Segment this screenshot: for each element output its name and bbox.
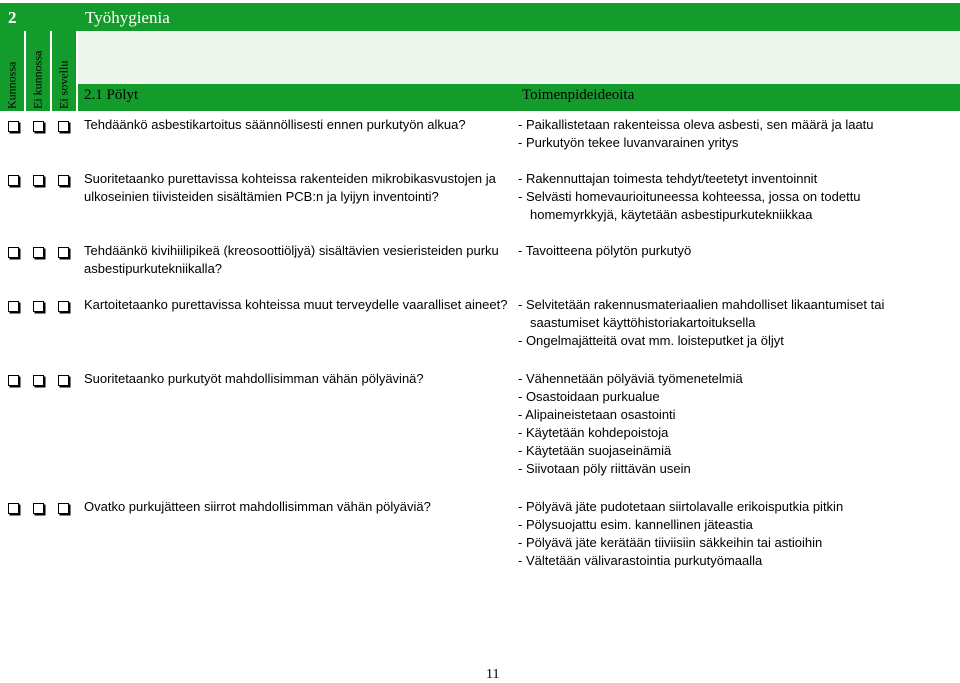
checkbox-ei-sovellu[interactable] [58,375,69,386]
action-item: - Käytetään suojaseinämiä [518,443,672,458]
subsection-title: 2.1 Pölyt [84,87,139,103]
action-list [518,498,958,570]
action-item: homemyrkkyjä, käytetään asbestipurkutekniikkaa [530,207,813,222]
action-item: - Pölyävä jäte pudotetaan siirtolavalle erikoisputkia pitkin [518,499,844,514]
column-header-kunnossa: Kunnossa [4,61,19,109]
checkbox-ei-kunnossa[interactable] [33,301,44,312]
checkbox-ei-kunnossa[interactable] [33,121,44,132]
action-list [518,170,958,224]
action-item: - Vältetään välivarastointia purkutyömaalla [518,553,763,568]
checkbox-kunnossa[interactable] [8,301,19,312]
action-item: - Selvästi homevaurioituneessa kohteessa, jossa on todettu [518,189,861,204]
column-header-ei-kunnossa: Ei kunnossa [30,50,45,109]
checkbox-ei-sovellu[interactable] [58,247,69,258]
checkbox-ei-kunnossa[interactable] [33,247,44,258]
subheader-strip [78,84,960,111]
page-number: 11 [486,667,500,682]
checkbox-ei-kunnossa[interactable] [33,175,44,186]
action-list [518,370,958,478]
action-item: - Pölyävä jäte kerätään tiiviisiin säkkeihin tai astioihin [518,535,823,550]
question-text: Kartoitetaanko purettavissa kohteissa muut terveydelle vaaralliset aineet? [84,297,508,312]
checkbox-ei-kunnossa[interactable] [33,375,44,386]
checkbox-kunnossa[interactable] [8,175,19,186]
question-text: Ovatko purkujätteen siirrot mahdollisimman vähän pölyäviä? [84,499,431,514]
action-item: saastumiset käyttöhistoriakartoituksella [530,315,756,330]
actions-column-title: Toimenpideideoita [522,87,635,103]
checkbox-ei-sovellu[interactable] [58,301,69,312]
action-item: - Ongelmajätteitä ovat mm. loisteputket ja öljyt [518,333,784,348]
column-header-ei-sovellu: Ei sovellu [56,60,71,109]
question-text: Suoritetaanko purettavissa kohteissa rakenteiden mikrobikasvustojen ja ulkoseinien tiivisteiden sisältämien PCB:n ja lyijyn inventointi? [84,171,496,204]
action-item: - Siivotaan pöly riittävän usein [518,461,691,476]
section-header-bar [0,3,960,31]
section-number: 2 [8,8,17,27]
action-item: - Selvitetään rakennusmateriaalien mahdolliset likaantumiset tai [518,297,885,312]
action-item: - Alipaineistetaan osastointi [518,407,676,422]
section-title: Työhygienia [85,8,170,27]
action-item: - Rakennuttajan toimesta tehdyt/teetetyt inventoinnit [518,171,818,186]
checkbox-ei-sovellu[interactable] [58,121,69,132]
action-item: - Purkutyön tekee luvanvarainen yritys [518,135,739,150]
checkbox-ei-sovellu[interactable] [58,503,69,514]
action-item: - Paikallistetaan rakenteissa oleva asbesti, sen määrä ja laatu [518,117,874,132]
checkbox-ei-kunnossa[interactable] [33,503,44,514]
action-item: - Pölysuojattu esim. kannellinen jäteastia [518,517,753,532]
action-list [518,296,958,350]
question-text: Tehdäänkö asbestikartoitus säännöllisesti ennen purkutyön alkua? [84,117,466,132]
action-list [518,242,958,260]
action-item: - Vähennetään pölyäviä työmenetelmiä [518,371,743,386]
action-item: - Osastoidaan purkualue [518,389,660,404]
question-text: Suoritetaanko purkutyöt mahdollisimman vähän pölyävinä? [84,371,424,386]
checkbox-kunnossa[interactable] [8,503,19,514]
checkbox-kunnossa[interactable] [8,247,19,258]
action-item: - Tavoitteena pölytön purkutyö [518,243,692,258]
checkbox-ei-sovellu[interactable] [58,175,69,186]
action-item: - Käytetään kohdepoistoja [518,425,669,440]
checkbox-kunnossa[interactable] [8,375,19,386]
checkbox-kunnossa[interactable] [8,121,19,132]
action-list [518,116,958,152]
question-text: Tehdäänkö kivihiilipikeä (kreosoottiöljyä) sisältävien vesieristeiden purku asbestipurkutekniikalla? [84,243,499,276]
